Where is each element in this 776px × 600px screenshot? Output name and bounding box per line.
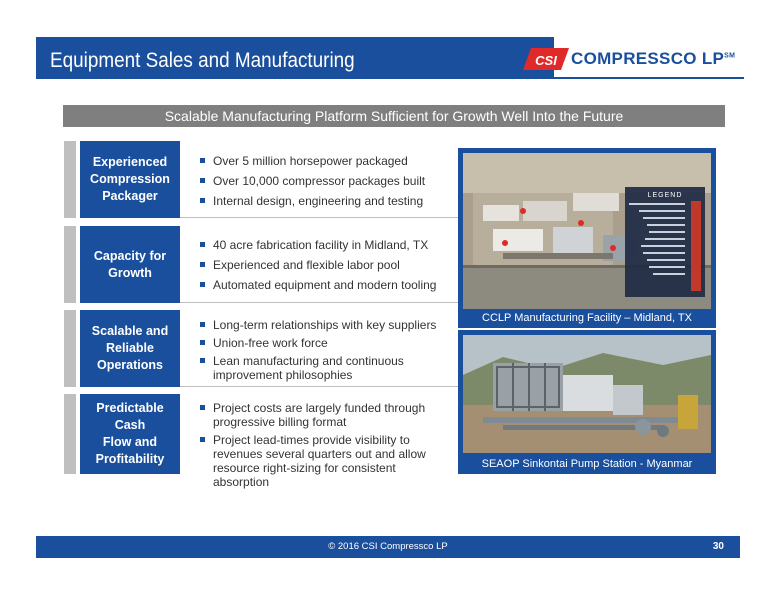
- photo-caption: SEAOP Sinkontai Pump Station - Myanmar: [481, 458, 693, 470]
- logo-wordmark: [571, 49, 735, 69]
- pump-station-image: [463, 335, 711, 453]
- bullet-item: Union-free work force: [200, 336, 450, 350]
- bullet-list-scalable: [200, 318, 450, 388]
- title-bar: [36, 37, 554, 77]
- row-label-box: [80, 310, 180, 387]
- aerial-facility-image: [463, 153, 711, 309]
- row-label: Experienced Compression Packager: [90, 155, 170, 203]
- bullet-list-predictable: [200, 401, 450, 495]
- photo-midland-facility: [458, 148, 716, 328]
- row-grey-accent: [64, 141, 76, 218]
- bullet-item: Long-term relationships with key suppliers: [200, 318, 450, 332]
- bullet-item: Project lead-times provide visibility to revenues several quarters out and allow resource right-sizing for consistent absorption: [200, 433, 450, 489]
- footer-copyright: © 2016 CSI Compressco LP: [328, 541, 448, 552]
- row-grey-accent: [64, 310, 76, 387]
- row-grey-accent: [64, 394, 76, 474]
- row-label-box: [80, 394, 180, 474]
- title-divider: [36, 77, 744, 79]
- bullet-item: Project costs are largely funded through progressive billing format: [200, 401, 450, 429]
- logo-mark-text: CSI: [535, 53, 557, 68]
- subtitle-bar: [63, 105, 725, 127]
- bullet-item: Over 5 million horsepower packaged: [200, 154, 450, 168]
- company-logo: [517, 42, 742, 76]
- photo-caption: CCLP Manufacturing Facility – Midland, TX: [482, 312, 692, 324]
- logo-name: COMPRESSCO LP: [571, 49, 725, 68]
- photo-myanmar-pump-station: [458, 330, 716, 474]
- footer-bar: [36, 536, 740, 558]
- logo-trademark: SM: [724, 52, 736, 60]
- row-label: Scalable and Reliable Operations: [91, 324, 169, 372]
- bullet-item: Lean manufacturing and continuous improvement philosophies: [200, 354, 450, 382]
- csi-logo-icon: [517, 42, 571, 76]
- row-label-box: [80, 141, 180, 218]
- row-grey-accent: [64, 226, 76, 303]
- bullet-item: Experienced and flexible labor pool: [200, 258, 450, 272]
- row-label: Predictable Cash Flow and Profitability: [95, 401, 165, 466]
- bullet-list-experienced: [200, 154, 450, 214]
- subtitle-text: Scalable Manufacturing Platform Sufficient for Growth Well Into the Future: [164, 108, 624, 124]
- bullet-item: Internal design, engineering and testing: [200, 194, 450, 208]
- row-label: Capacity for Growth: [93, 248, 167, 280]
- bullet-item: 40 acre fabrication facility in Midland, TX: [200, 238, 450, 252]
- bullet-item: Automated equipment and modern tooling: [200, 278, 450, 292]
- bullet-item: Over 10,000 compressor packages built: [200, 174, 450, 188]
- page-number: 30: [712, 541, 724, 552]
- page-title: Equipment Sales and Manufacturing: [50, 49, 355, 72]
- legend-title: LEGEND: [647, 192, 683, 199]
- bullet-list-capacity: [200, 238, 450, 298]
- row-label-box: [80, 226, 180, 303]
